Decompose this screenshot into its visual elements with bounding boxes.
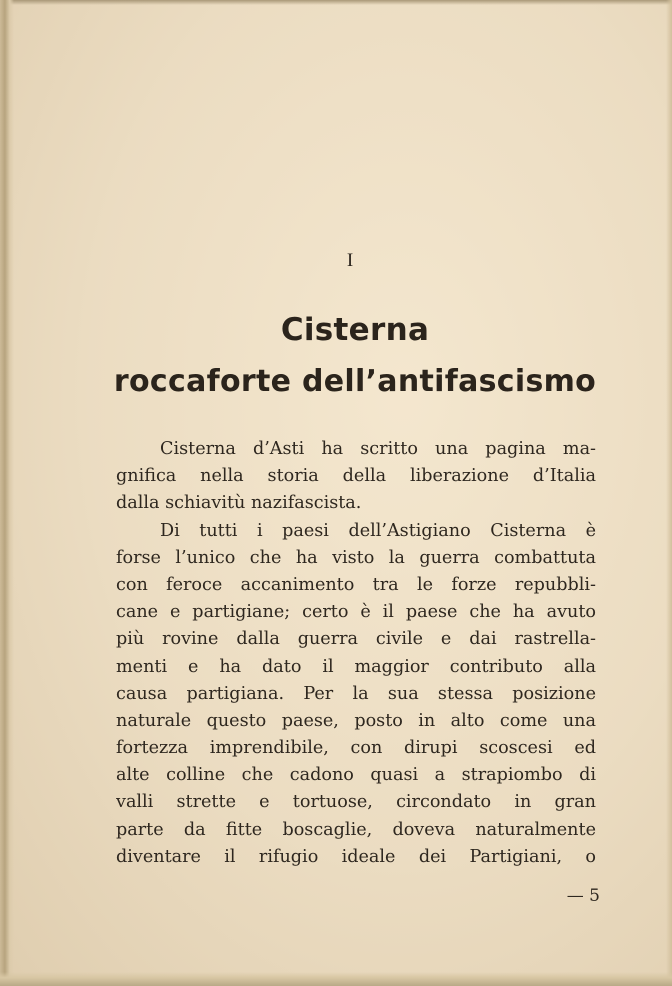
text-line: gnifica nella storia della liberazione d’Italia [116, 466, 596, 487]
page-number: — 5 [566, 886, 600, 906]
body-text [116, 436, 596, 871]
page-bottom-edge [0, 972, 672, 986]
page-binding-shadow [0, 0, 14, 986]
page-right-edge [666, 0, 672, 986]
text-line: con feroce accanimento tra le forze repubbli- [116, 574, 596, 595]
text-line: parte da fitte boscaglie, doveva naturalmente [116, 819, 596, 840]
text-line: cane e partigiane; certo è il paese che ha avuto [116, 602, 596, 623]
text-line: fortezza imprendibile, con dirupi scoscesi ed [116, 738, 596, 759]
text-line: Di tutti i paesi dell’Astigiano Cisterna è [160, 520, 596, 541]
text-line: più rovine dalla guerra civile e dai rastrella- [116, 629, 596, 650]
text-line: naturale questo paese, posto in alto come una [116, 710, 596, 731]
chapter-title-line-1: Cisterna [280, 312, 430, 348]
text-line: diventare il rifugio ideale dei Partigiani, o [116, 846, 596, 867]
page-top-edge [0, 0, 672, 5]
text-line: menti e ha dato il maggior contributo alla [116, 656, 596, 677]
text-line: causa partigiana. Per la sua stessa posizione [116, 683, 596, 704]
text-line: forse l’unico che ha visto la guerra combattuta [116, 547, 596, 568]
text-line: dalla schiavitù nazifascista. [116, 493, 362, 514]
chapter-title-line-2: roccaforte dell’antifascismo [113, 364, 597, 399]
text-line: valli strette e tortuose, circondato in gran [116, 792, 596, 813]
text-line: alte colline che cadono quasi a strapiombo di [116, 765, 596, 786]
text-line: Cisterna d’Asti ha scritto una pagina ma- [160, 439, 596, 459]
chapter-number: I [346, 250, 354, 271]
